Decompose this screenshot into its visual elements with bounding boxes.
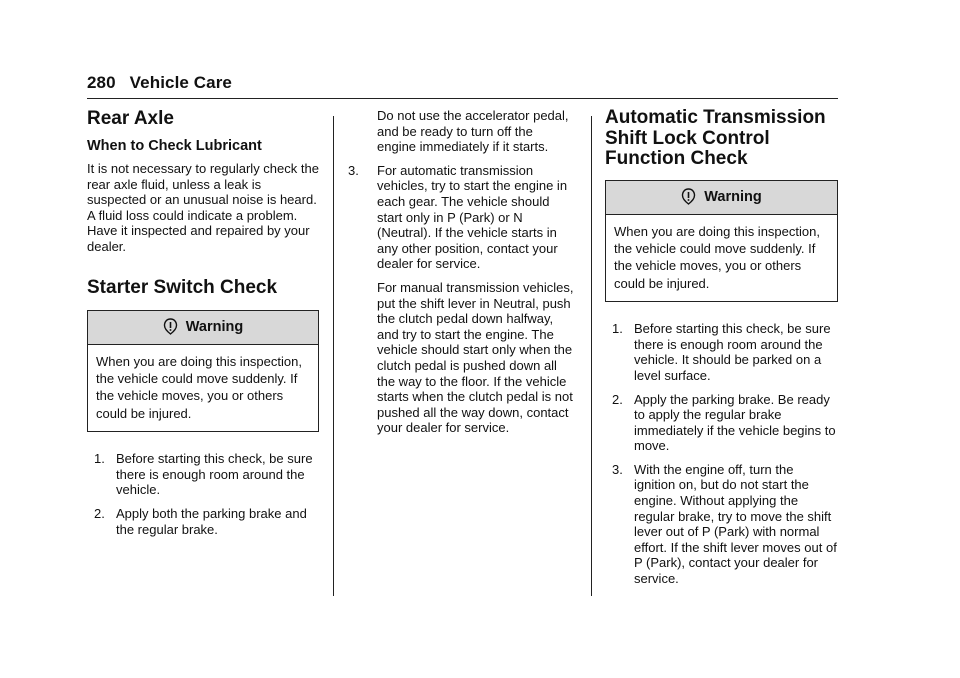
warning-header	[606, 181, 837, 215]
step-number: 3.	[612, 461, 623, 477]
lubricant-paragraph: It is not necessary to regularly check the rear axle fluid, unless a leak is suspected or an unusual noise is heard. A fluid loss could indicate a problem. Have it inspected and repaired by your dealer.	[87, 161, 319, 254]
column-divider-1	[333, 116, 334, 596]
list-item	[87, 451, 319, 498]
warning-text: When you are doing this inspection, the vehicle could move suddenly. If the vehicle moves, you or others could be injured.	[614, 223, 820, 291]
page-header	[87, 73, 232, 93]
warning-label: Warning	[185, 318, 244, 335]
list-item	[605, 462, 838, 587]
step-number: 2.	[94, 505, 105, 521]
list-item	[348, 162, 575, 272]
shift-lock-steps-list	[605, 321, 838, 587]
step-text: Apply the parking brake. Be ready to apply the regular brake immediately if the vehicle begins to move.	[634, 391, 836, 454]
step-number: 3.	[348, 162, 359, 178]
column-3	[605, 108, 838, 587]
warning-text: When you are doing this inspection, the vehicle could move suddenly. If the vehicle moves, you or others could be injured.	[96, 353, 302, 421]
step-number: 1.	[612, 321, 623, 337]
continued-paragraph: Do not use the accelerator pedal, and be ready to turn off the engine immediately if it starts.	[377, 108, 569, 155]
starter-switch-heading: Starter Switch Check	[87, 276, 278, 298]
warning-box	[605, 180, 838, 303]
lubricant-subheading: When to Check Lubricant	[87, 138, 262, 154]
page-number: 280	[87, 73, 116, 92]
step-text: Apply both the parking brake and the regular brake.	[116, 505, 307, 537]
step-text: For automatic transmission vehicles, try to start the engine in each gear. The vehicle should start only in P (Park) or N (Neutral). If the vehicle starts in any other position, contact your dealer for service.	[377, 162, 568, 272]
step-number: 1.	[94, 451, 105, 467]
column-1	[87, 108, 319, 537]
warning-box	[87, 310, 319, 433]
manual-transmission-paragraph: For manual transmission vehicles, put the shift lever in Neutral, push the clutch pedal down halfway, and try to start the engine. The vehicle should start only when the clutch pedal is pushed down all the way to the floor. If the vehicle starts when the clutch pedal is not pushed all the way down, contact your dealer for service.	[377, 279, 574, 436]
step-number: 2.	[612, 391, 623, 407]
starter-steps-list	[87, 451, 319, 537]
section-title: Vehicle Care	[129, 73, 232, 92]
list-item	[605, 392, 838, 454]
warning-icon	[681, 188, 696, 205]
column-2	[348, 108, 575, 436]
warning-label: Warning	[704, 188, 762, 205]
rear-axle-heading: Rear Axle	[87, 108, 174, 129]
warning-header	[88, 311, 318, 345]
step-text: With the engine off, turn the ignition on, but do not start the engine. Without applying the regular brake, try to move the shift lever out of P (Park) with normal effort. If the shift lever moves out of P (Park), contact your dealer for service.	[634, 461, 837, 587]
step-text: Before starting this check, be sure there is enough room around the vehicle. It should be parked on a level surface.	[634, 321, 831, 383]
starter-steps-continued	[348, 162, 575, 272]
warning-icon	[163, 318, 178, 335]
list-item	[605, 321, 838, 383]
list-item	[87, 506, 319, 537]
header-divider	[87, 98, 838, 99]
shift-lock-heading: Automatic Transmission Shift Lock Control Function Check	[605, 107, 826, 169]
column-divider-2	[591, 116, 592, 596]
step-text: Before starting this check, be sure there is enough room around the vehicle.	[116, 451, 313, 498]
